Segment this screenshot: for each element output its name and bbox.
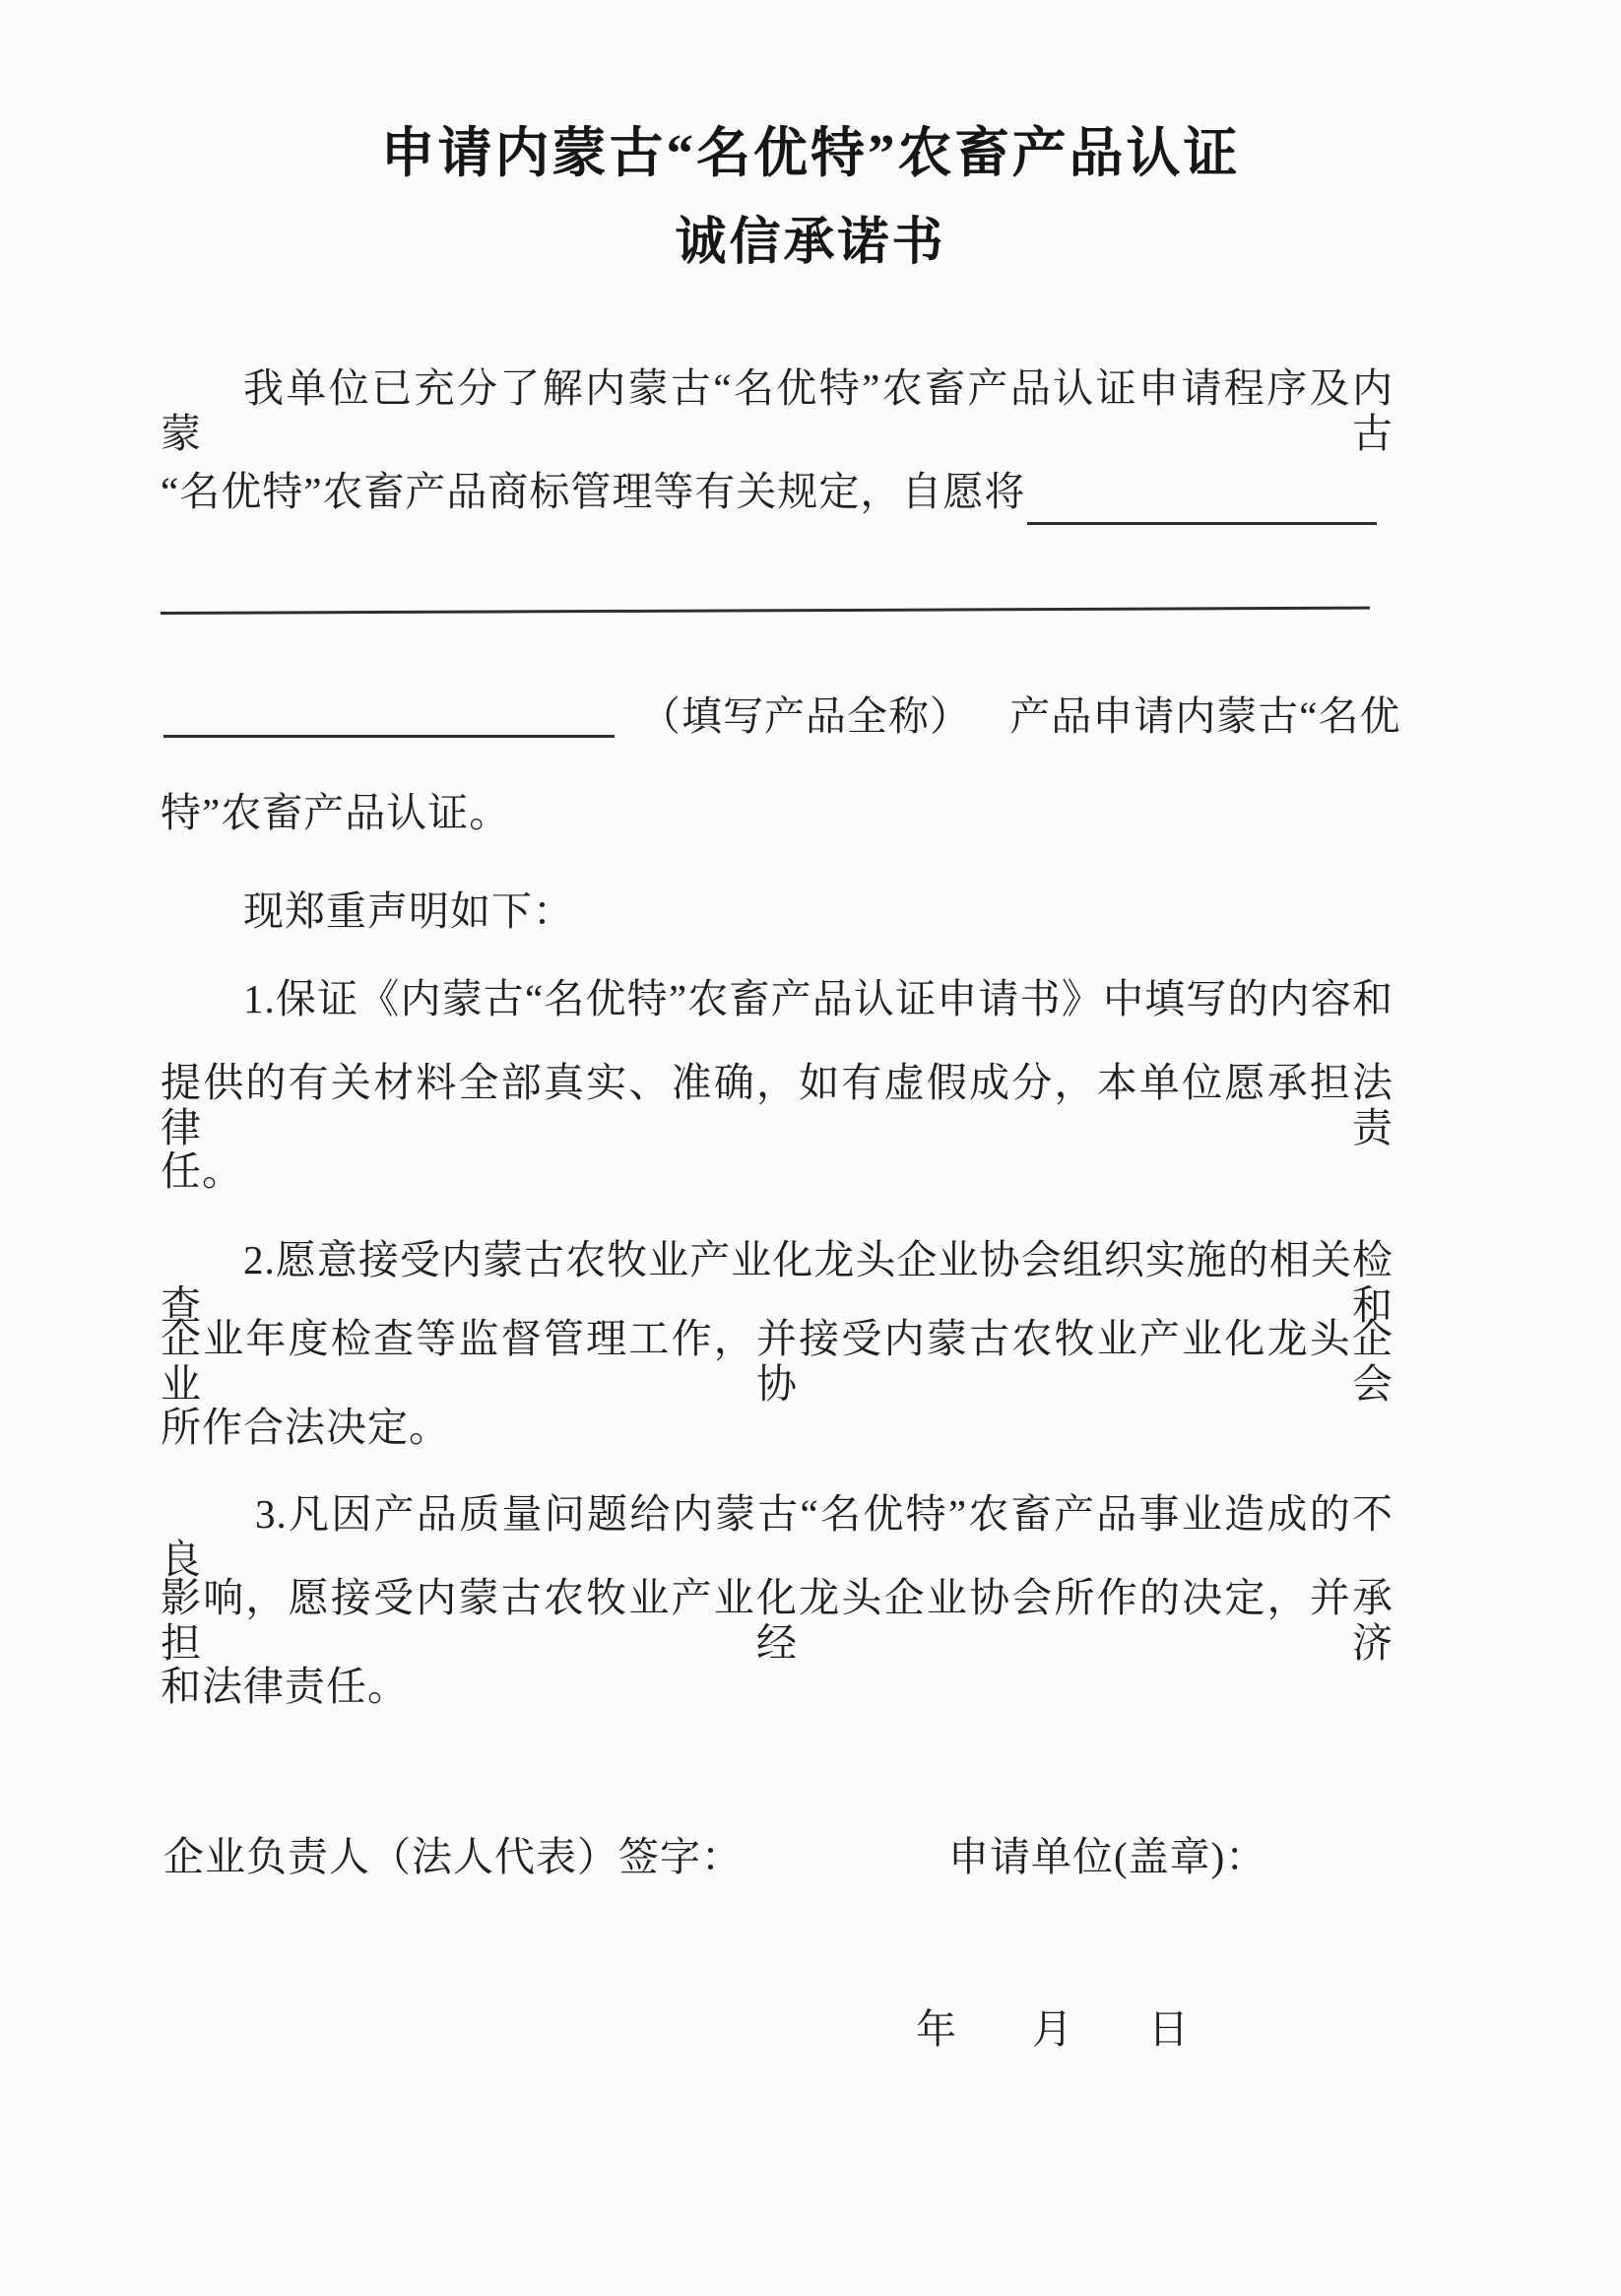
item3-line-2: 影响，愿接受内蒙古农牧业产业化龙头企业协会所作的决定，并承担经济 (161, 1575, 1394, 1666)
item1-line-2: 提供的有关材料全部真实、准确，如有虚假成分，本单位愿承担法律责 (161, 1060, 1394, 1150)
seal-label: 申请单位(盖章)： (948, 1834, 1267, 1879)
intro-after-blank-text: 产品申请内蒙古“名优 (1009, 693, 1401, 739)
fill-note: （填写产品全称） (640, 693, 971, 739)
intro-line-2-text: “名优特”农畜产品商标管理等有关规定，自愿将 (161, 469, 1026, 514)
declaration-intro: 现郑重声明如下： (243, 888, 574, 934)
date-year-label: 年 (916, 2006, 957, 2052)
signature-label: 企业负责人（法人代表）签字： (163, 1834, 743, 1879)
item2-line-1: 2.愿意接受内蒙古农牧业产业化龙头企业协会组织实施的相关检查和 (161, 1237, 1394, 1328)
date-month-label: 月 (1032, 2006, 1073, 2052)
fill-blank-line-2 (161, 607, 1370, 615)
document-title-line-2: 诚信承诺书 (675, 215, 946, 271)
fill-blank-line-1 (1027, 522, 1377, 525)
date-day-label: 日 (1148, 2006, 1190, 2052)
item3-line-1: 3.凡因产品质量问题给内蒙古“名优特”农畜产品事业造成的不良 (161, 1491, 1394, 1582)
item3-line-3: 和法律责任。 (161, 1664, 409, 1709)
item2-line-2: 企业年度检查等监督管理工作，并接受内蒙古农牧业产业化龙头企业协会 (161, 1316, 1394, 1407)
document-title-line-1: 申请内蒙古“名优特”农畜产品认证 (380, 123, 1241, 183)
item1-line-3: 任。 (161, 1148, 243, 1194)
item1-line-1: 1.保证《内蒙古“名优特”农畜产品认证申请书》中填写的内容和 (243, 976, 1394, 1021)
fill-blank-line-3 (163, 735, 615, 738)
item2-line-3: 所作合法决定。 (161, 1405, 450, 1450)
intro-line-4 (161, 693, 1401, 739)
intro-line-1: 我单位已充分了解内蒙古“名优特”农畜产品认证申请程序及内蒙古 (161, 365, 1394, 456)
intro-line-2 (161, 469, 1394, 514)
intro-line-5: 特”农畜产品认证。 (161, 790, 511, 835)
